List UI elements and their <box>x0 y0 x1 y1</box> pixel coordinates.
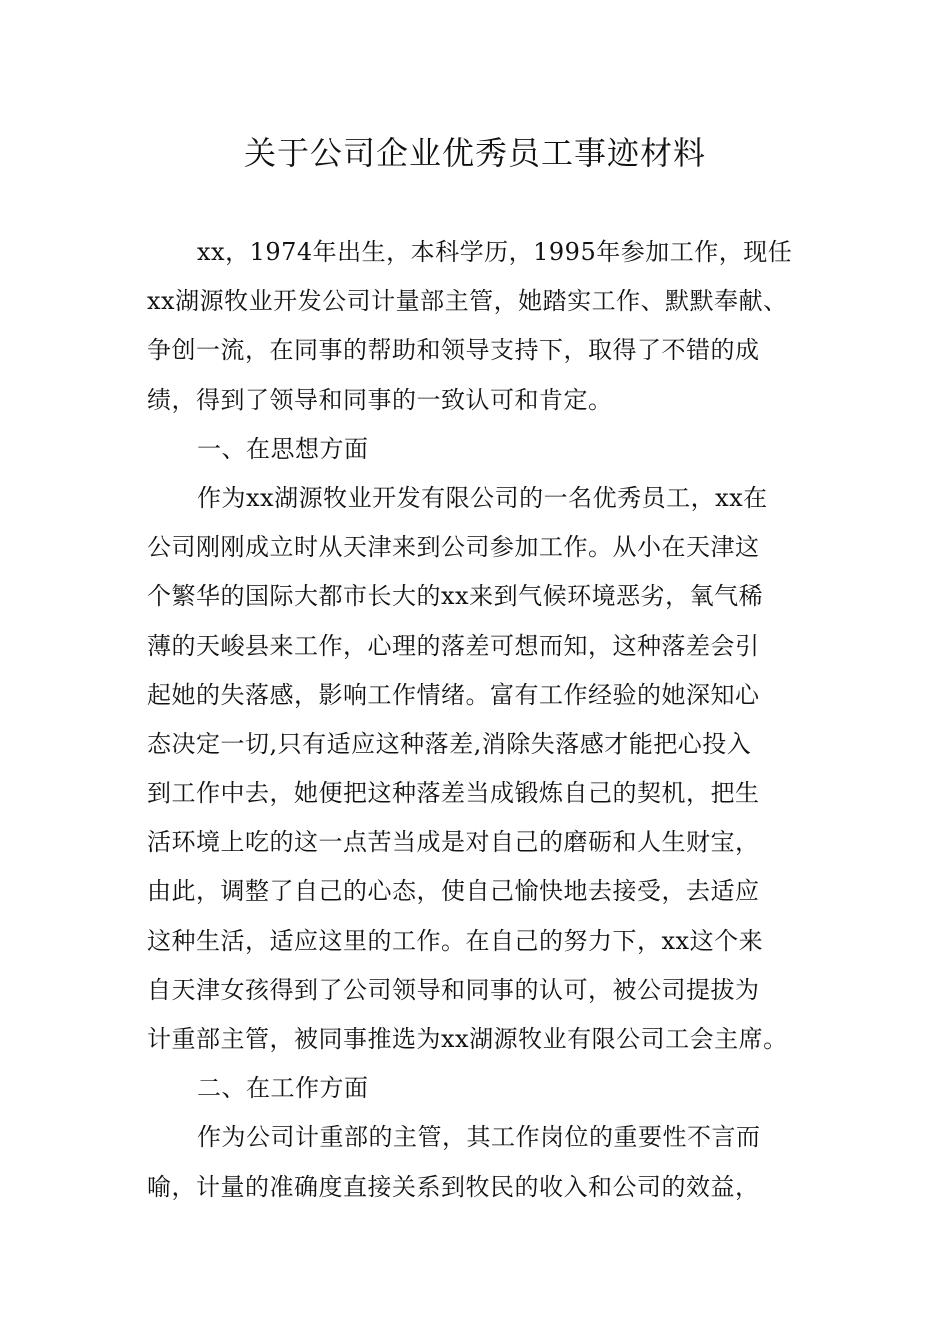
paragraph-line: xx湖源牧业开发公司计量部主管，她踏实工作、默默奉献、 <box>147 287 788 316</box>
paragraph-line: 公司刚刚成立时从天津来到公司参加工作。从小在天津这 <box>147 533 760 562</box>
paragraph-line: 起她的失落感，影响工作情绪。富有工作经验的她深知心 <box>147 680 760 709</box>
paragraph-line: xx，1974年出生，本科学历，1995年参加工作，现任 <box>197 238 793 266</box>
paragraph-line: 一、在思想方面 <box>197 434 369 463</box>
document-body <box>147 228 817 1212</box>
paragraph-line: 这种生活，适应这里的工作。在自己的努力下，xx这个来 <box>147 926 764 955</box>
paragraph-line: 喻，计量的准确度直接关系到牧民的收入和公司的效益， <box>147 1172 760 1201</box>
paragraph-line: 争创一流，在同事的帮助和领导支持下，取得了不错的成 <box>147 336 760 365</box>
paragraph-line: 薄的天峻县来工作，心理的落差可想而知，这种落差会引 <box>147 631 760 660</box>
paragraph-line: 计重部主管，被同事推选为xx湖源牧业有限公司工会主席。 <box>147 1025 788 1053</box>
paragraph-line: 由此，调整了自己的心态，使自己愉快地去接受，去适应 <box>147 877 760 906</box>
paragraph-line: 作为xx湖源牧业开发有限公司的一名优秀员工，xx在 <box>197 483 768 512</box>
paragraph-line: 自天津女孩得到了公司领导和同事的认可，被公司提拔为 <box>147 975 760 1004</box>
document-title: 关于公司企业优秀员工事迹材料 <box>243 134 706 172</box>
paragraph-line: 作为公司计重部的主管，其工作岗位的重要性不言而 <box>197 1123 761 1152</box>
paragraph-line: 二、在工作方面 <box>197 1074 369 1103</box>
paragraph-line: 态决定一切,只有适应这种落差,消除失落感才能把心投入 <box>147 729 752 758</box>
paragraph-line: 个繁华的国际大都市长大的xx来到气候环境恶劣，氧气稀 <box>147 582 764 611</box>
paragraph-line: 到工作中去，她便把这种落差当成锻炼自己的契机，把生 <box>147 779 760 808</box>
paragraph-line: 绩，得到了领导和同事的一致认可和肯定。 <box>147 385 613 414</box>
paragraph-line: 活环境上吃的这一点苦当成是对自己的磨砺和人生财宝， <box>147 828 760 857</box>
